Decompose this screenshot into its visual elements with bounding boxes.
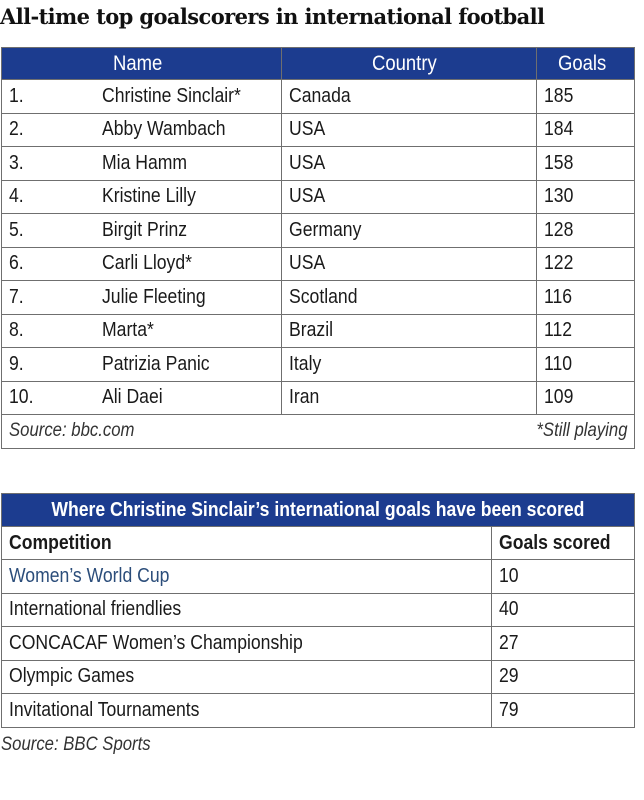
goals-scored-cell: 10 — [492, 560, 635, 594]
table-row — [2, 113, 635, 147]
table-footer-row — [2, 415, 635, 449]
goals-cell: 112 — [537, 314, 635, 348]
name-cell: Birgit Prinz — [102, 214, 282, 248]
goals-cell: 109 — [537, 381, 635, 415]
goals-cell: 130 — [537, 180, 635, 214]
table-row — [2, 247, 635, 281]
name-cell: Patrizia Panic — [102, 348, 282, 382]
goals-scored-cell: 79 — [492, 694, 635, 728]
goals-cell: 158 — [537, 147, 635, 181]
goals-scored-cell: 29 — [492, 660, 635, 694]
table-header-row — [2, 527, 635, 560]
source-text: Source: bbc.com — [9, 420, 135, 442]
rank-cell: 1. — [2, 80, 102, 114]
competition-cell: Women’s World Cup — [2, 560, 492, 594]
top-goalscorers-table — [1, 47, 635, 449]
table-row — [2, 593, 635, 627]
name-cell: Abby Wambach — [102, 113, 282, 147]
country-cell: USA — [282, 113, 537, 147]
competition-cell: International friendlies — [2, 593, 492, 627]
column-header-goals-scored: Goals scored — [492, 527, 635, 560]
competition-cell: Invitational Tournaments — [2, 694, 492, 728]
column-header-competition: Competition — [2, 527, 492, 560]
rank-cell: 8. — [2, 314, 102, 348]
table-row — [2, 381, 635, 415]
source-note-cell — [2, 415, 635, 449]
table-row — [2, 80, 635, 114]
rank-cell: 3. — [2, 147, 102, 181]
country-cell: Iran — [282, 381, 537, 415]
goals-cell: 128 — [537, 214, 635, 248]
column-header-name: Name — [2, 48, 282, 80]
table-row — [2, 314, 635, 348]
table-row — [2, 560, 635, 594]
column-header-goals: Goals — [537, 48, 635, 80]
still-playing-note: *Still playing — [535, 420, 627, 442]
table-row — [2, 147, 635, 181]
name-cell: Carli Lloyd* — [102, 247, 282, 281]
goals-cell: 122 — [537, 247, 635, 281]
table-header-row — [2, 48, 635, 80]
rank-cell: 4. — [2, 180, 102, 214]
table-row — [2, 660, 635, 694]
goals-scored-cell: 27 — [492, 627, 635, 661]
country-cell: Scotland — [282, 281, 537, 315]
table-row — [2, 281, 635, 315]
country-cell: Canada — [282, 80, 537, 114]
table-row — [2, 627, 635, 661]
goals-cell: 184 — [537, 113, 635, 147]
rank-cell: 2. — [2, 113, 102, 147]
sinclair-goals-table — [1, 493, 635, 728]
name-cell: Mia Hamm — [102, 147, 282, 181]
competition-cell: CONCACAF Women’s Championship — [2, 627, 492, 661]
table-row — [2, 694, 635, 728]
name-cell: Julie Fleeting — [102, 281, 282, 315]
table-banner-row — [2, 494, 635, 527]
source-text: Source: BBC Sports — [1, 734, 151, 755]
name-cell: Marta* — [102, 314, 282, 348]
goals-cell: 116 — [537, 281, 635, 315]
table-banner-title: Where Christine Sinclair’s international goals have been scored — [2, 494, 635, 527]
goals-cell: 185 — [537, 80, 635, 114]
rank-cell: 6. — [2, 247, 102, 281]
country-cell: Brazil — [282, 314, 537, 348]
table-row — [2, 180, 635, 214]
competition-cell: Olympic Games — [2, 660, 492, 694]
country-cell: USA — [282, 147, 537, 181]
table-row — [2, 348, 635, 382]
rank-cell: 10. — [2, 381, 102, 415]
rank-cell: 5. — [2, 214, 102, 248]
name-cell: Ali Daei — [102, 381, 282, 415]
country-cell: USA — [282, 180, 537, 214]
table-row — [2, 214, 635, 248]
name-cell: Christine Sinclair* — [102, 80, 282, 114]
goals-cell: 110 — [537, 348, 635, 382]
rank-cell: 7. — [2, 281, 102, 315]
rank-cell: 9. — [2, 348, 102, 382]
column-header-country: Country — [282, 48, 537, 80]
name-cell: Kristine Lilly — [102, 180, 282, 214]
page-title: All-time top goalscorers in international football — [0, 4, 545, 29]
country-cell: Italy — [282, 348, 537, 382]
goals-scored-cell: 40 — [492, 593, 635, 627]
country-cell: USA — [282, 247, 537, 281]
country-cell: Germany — [282, 214, 537, 248]
